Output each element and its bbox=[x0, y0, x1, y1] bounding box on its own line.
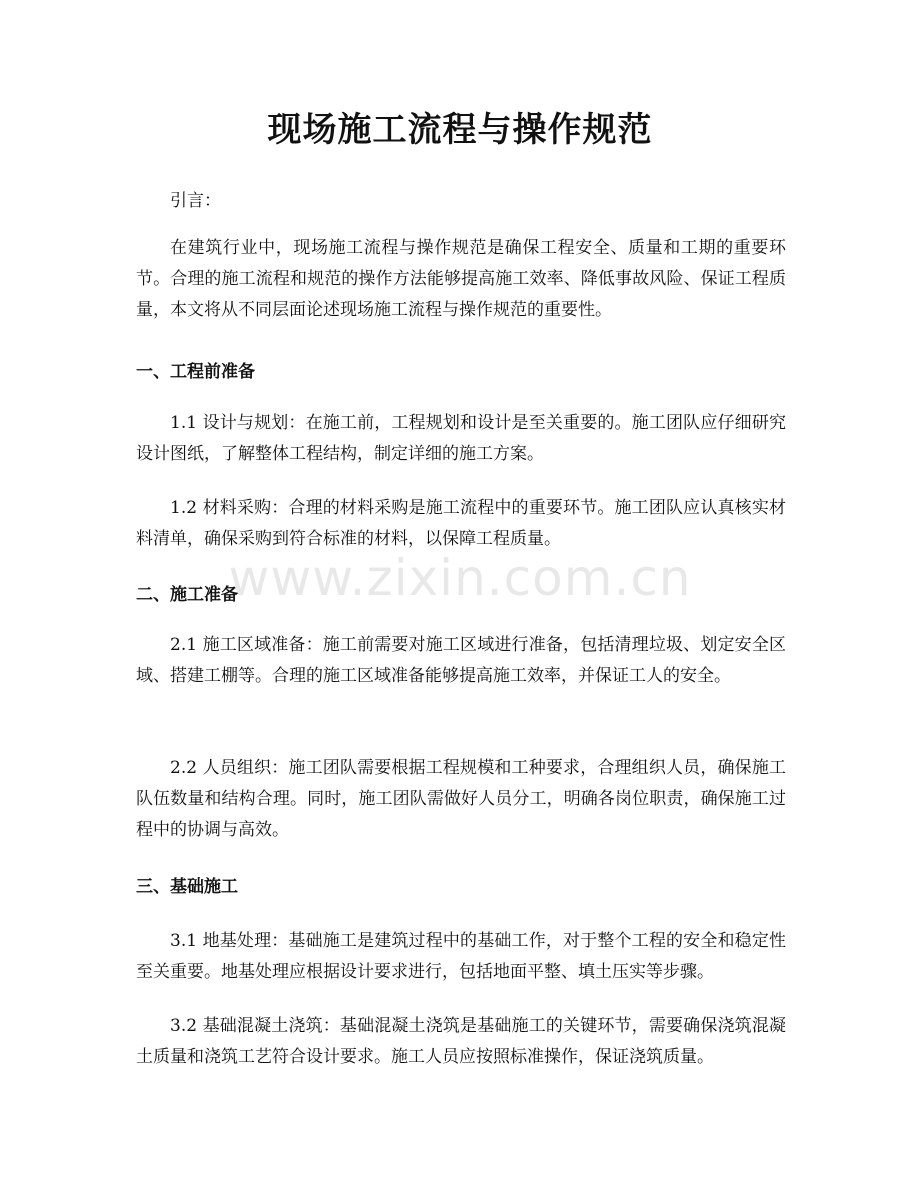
section-heading-1: 一、工程前准备 bbox=[136, 362, 255, 382]
section-2-paragraph-1: 2.1 施工区域准备：施工前需要对施工区域进行准备，包括清理垃圾、划定安全区域、搭建工棚等。合理的施工区域准备能够提高施工效率，并保证工人的安全。 bbox=[136, 635, 786, 686]
section-3-paragraph-1: 3.1 地基处理：基础施工是建筑过程中的基础工作，对于整个工程的安全和稳定性至关重要。地基处理应根据设计要求进行，包括地面平整、填土压实等步骤。 bbox=[136, 931, 786, 982]
section-1-paragraph-2: 1.2 材料采购：合理的材料采购是施工流程中的重要环节。施工团队应认真核实材料清单，确保采购到符合标准的材料，以保障工程质量。 bbox=[136, 498, 786, 549]
document-title: 现场施工流程与操作规范 bbox=[267, 110, 653, 150]
section-1-paragraph-1: 1.1 设计与规划：在施工前，工程规划和设计是至关重要的。施工团队应仔细研究设计图纸，了解整体工程结构，制定详细的施工方案。 bbox=[136, 413, 786, 464]
section-heading-2: 二、施工准备 bbox=[136, 585, 238, 605]
watermark: www.zixin.com.cn bbox=[228, 549, 692, 607]
section-heading-3: 三、基础施工 bbox=[136, 877, 238, 897]
intro-paragraph: 在建筑行业中，现场施工流程与操作规范是确保工程安全、质量和工期的重要环节。合理的施工流程和规范的操作方法能够提高施工效率、降低事故风险、保证工程质量，本文将从不同层面论述现场施工流程与操作规范的重要性。 bbox=[136, 238, 786, 320]
intro-label: 引言： bbox=[170, 191, 221, 211]
section-2-paragraph-2: 2.2 人员组织：施工团队需要根据工程规模和工种要求，合理组织人员，确保施工队伍数量和结构合理。同时，施工团队需做好人员分工，明确各岗位职责，确保施工过程中的协调与高效。 bbox=[136, 758, 786, 840]
section-3-paragraph-2: 3.2 基础混凝土浇筑：基础混凝土浇筑是基础施工的关键环节，需要确保浇筑混凝土质量和浇筑工艺符合设计要求。施工人员应按照标准操作，保证浇筑质量。 bbox=[136, 1016, 786, 1067]
